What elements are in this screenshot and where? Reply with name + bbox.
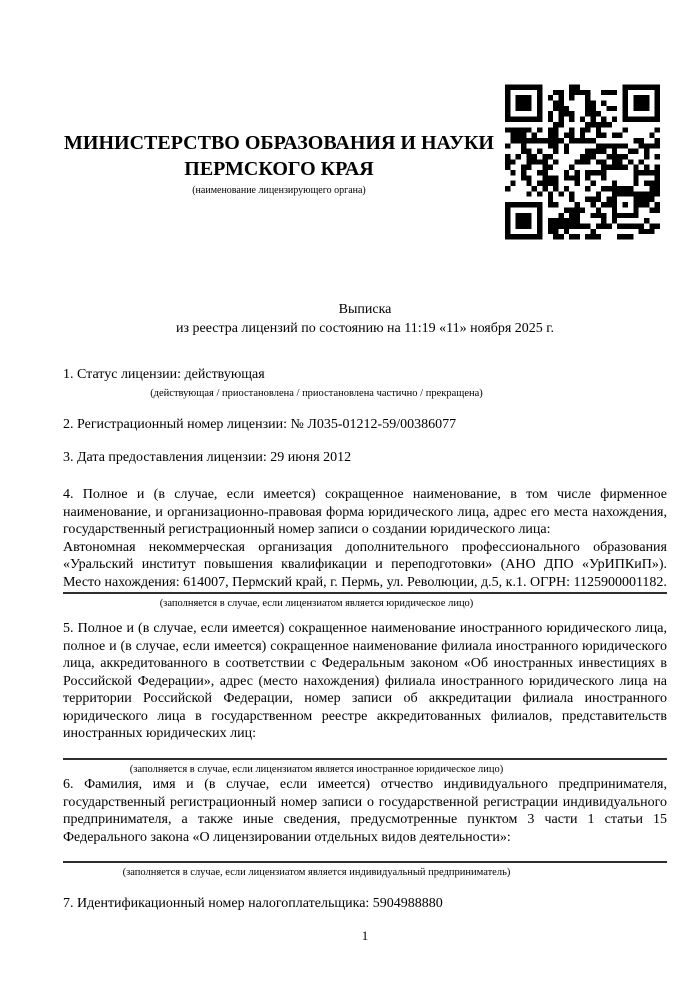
page-number: 1 [361,928,369,943]
item-value: Автономная некоммерческая организация дополнительного профессионального образования «Уральский институт повышения квалификации и переподготовки» (АНО ДПО «УрИПКиП»). Место нахождения: 614007, Пермский край, г. Пермь, ул. Революции, д.5, к.1. ОГРН: 1125900001182. [63,539,667,590]
item-license-date [63,449,667,467]
item-text: 1. Статус лицензии: действующая [63,367,265,382]
item-text: 5. Полное и (в случае, если имеется) сокращенное наименование иностранного юридического лица, полное и (в случае, если имеется) сокращенное наименование филиала иностранного юридического лица, аккредитованного в соответствии с Федеральным законом «Об иностранных инвестициях в Российской Федерации», адрес (место нахождения) филиала иностранного юридического лица на территории Российской Федерации, номер записи об аккредитации филиала иностранного юридического лица в государственном реестре аккредитованных филиалов, представительств иностранных юридических лиц: [63,621,667,741]
item-text: 6. Фамилия, имя и (в случае, если имеется) отчество индивидуального предпринимателя, государственный регистрационный номер записи о государственной регистрации индивидуального предпринимателя, а также иные сведения, предусмотренные пунктом 3 части 1 статьи 15 Федерального закона «О лицензировании отдельных видов деятельности»: [63,777,667,845]
item-legal-entity [63,486,667,610]
item-text: 3. Дата предоставления лицензии: 29 июня 2012 [63,450,352,465]
title-line1: Выписка [338,302,392,317]
title-line2: из реестра лицензий по состоянию на 11:19 «11» ноября 2025 г. [176,321,554,336]
item-registration-number [63,416,667,434]
qr-code-icon [505,84,660,240]
authority-name-line2: ПЕРМСКОГО КРАЯ [184,158,374,180]
item-note: (действующая / приостановлена / приостановлена частично / прекращена) [150,387,483,399]
authority-caption: (наименование лицензирующего органа) [192,185,366,196]
item-text: 4. Полное и (в случае, если имеется) сокращенное наименование, в том числе фирменное наименование, и организационно-правовая форма юридического лица, адрес его места нахождения, государственный регистрационный номер записи о создании юридического лица: [63,487,667,537]
authority-name-line1: МИНИСТЕРСТВО ОБРАЗОВАНИЯ И НАУКИ [64,132,494,154]
document-title [63,300,667,338]
issuing-authority-header [63,130,495,197]
item-taxpayer-number [63,895,667,913]
item-foreign-entity [63,620,667,776]
item-individual-entrepreneur [63,776,667,879]
item-note: (заполняется в случае, если лицензиатом является индивидуальный предприниматель) [122,867,511,878]
item-text: 2. Регистрационный номер лицензии: № Л035-01212-59/00386077 [63,417,457,432]
fill-line [63,861,667,863]
fill-line [63,592,667,594]
item-note: (заполняется в случае, если лицензиатом является иностранное юридическое лицо) [129,763,504,775]
item-note: (заполняется в случае, если лицензиатом является юридическое лицо) [159,598,474,609]
item-text: 7. Идентификационный номер налогоплательщика: 5904988880 [63,896,443,911]
item-license-status [63,366,667,400]
fill-line [63,758,667,760]
